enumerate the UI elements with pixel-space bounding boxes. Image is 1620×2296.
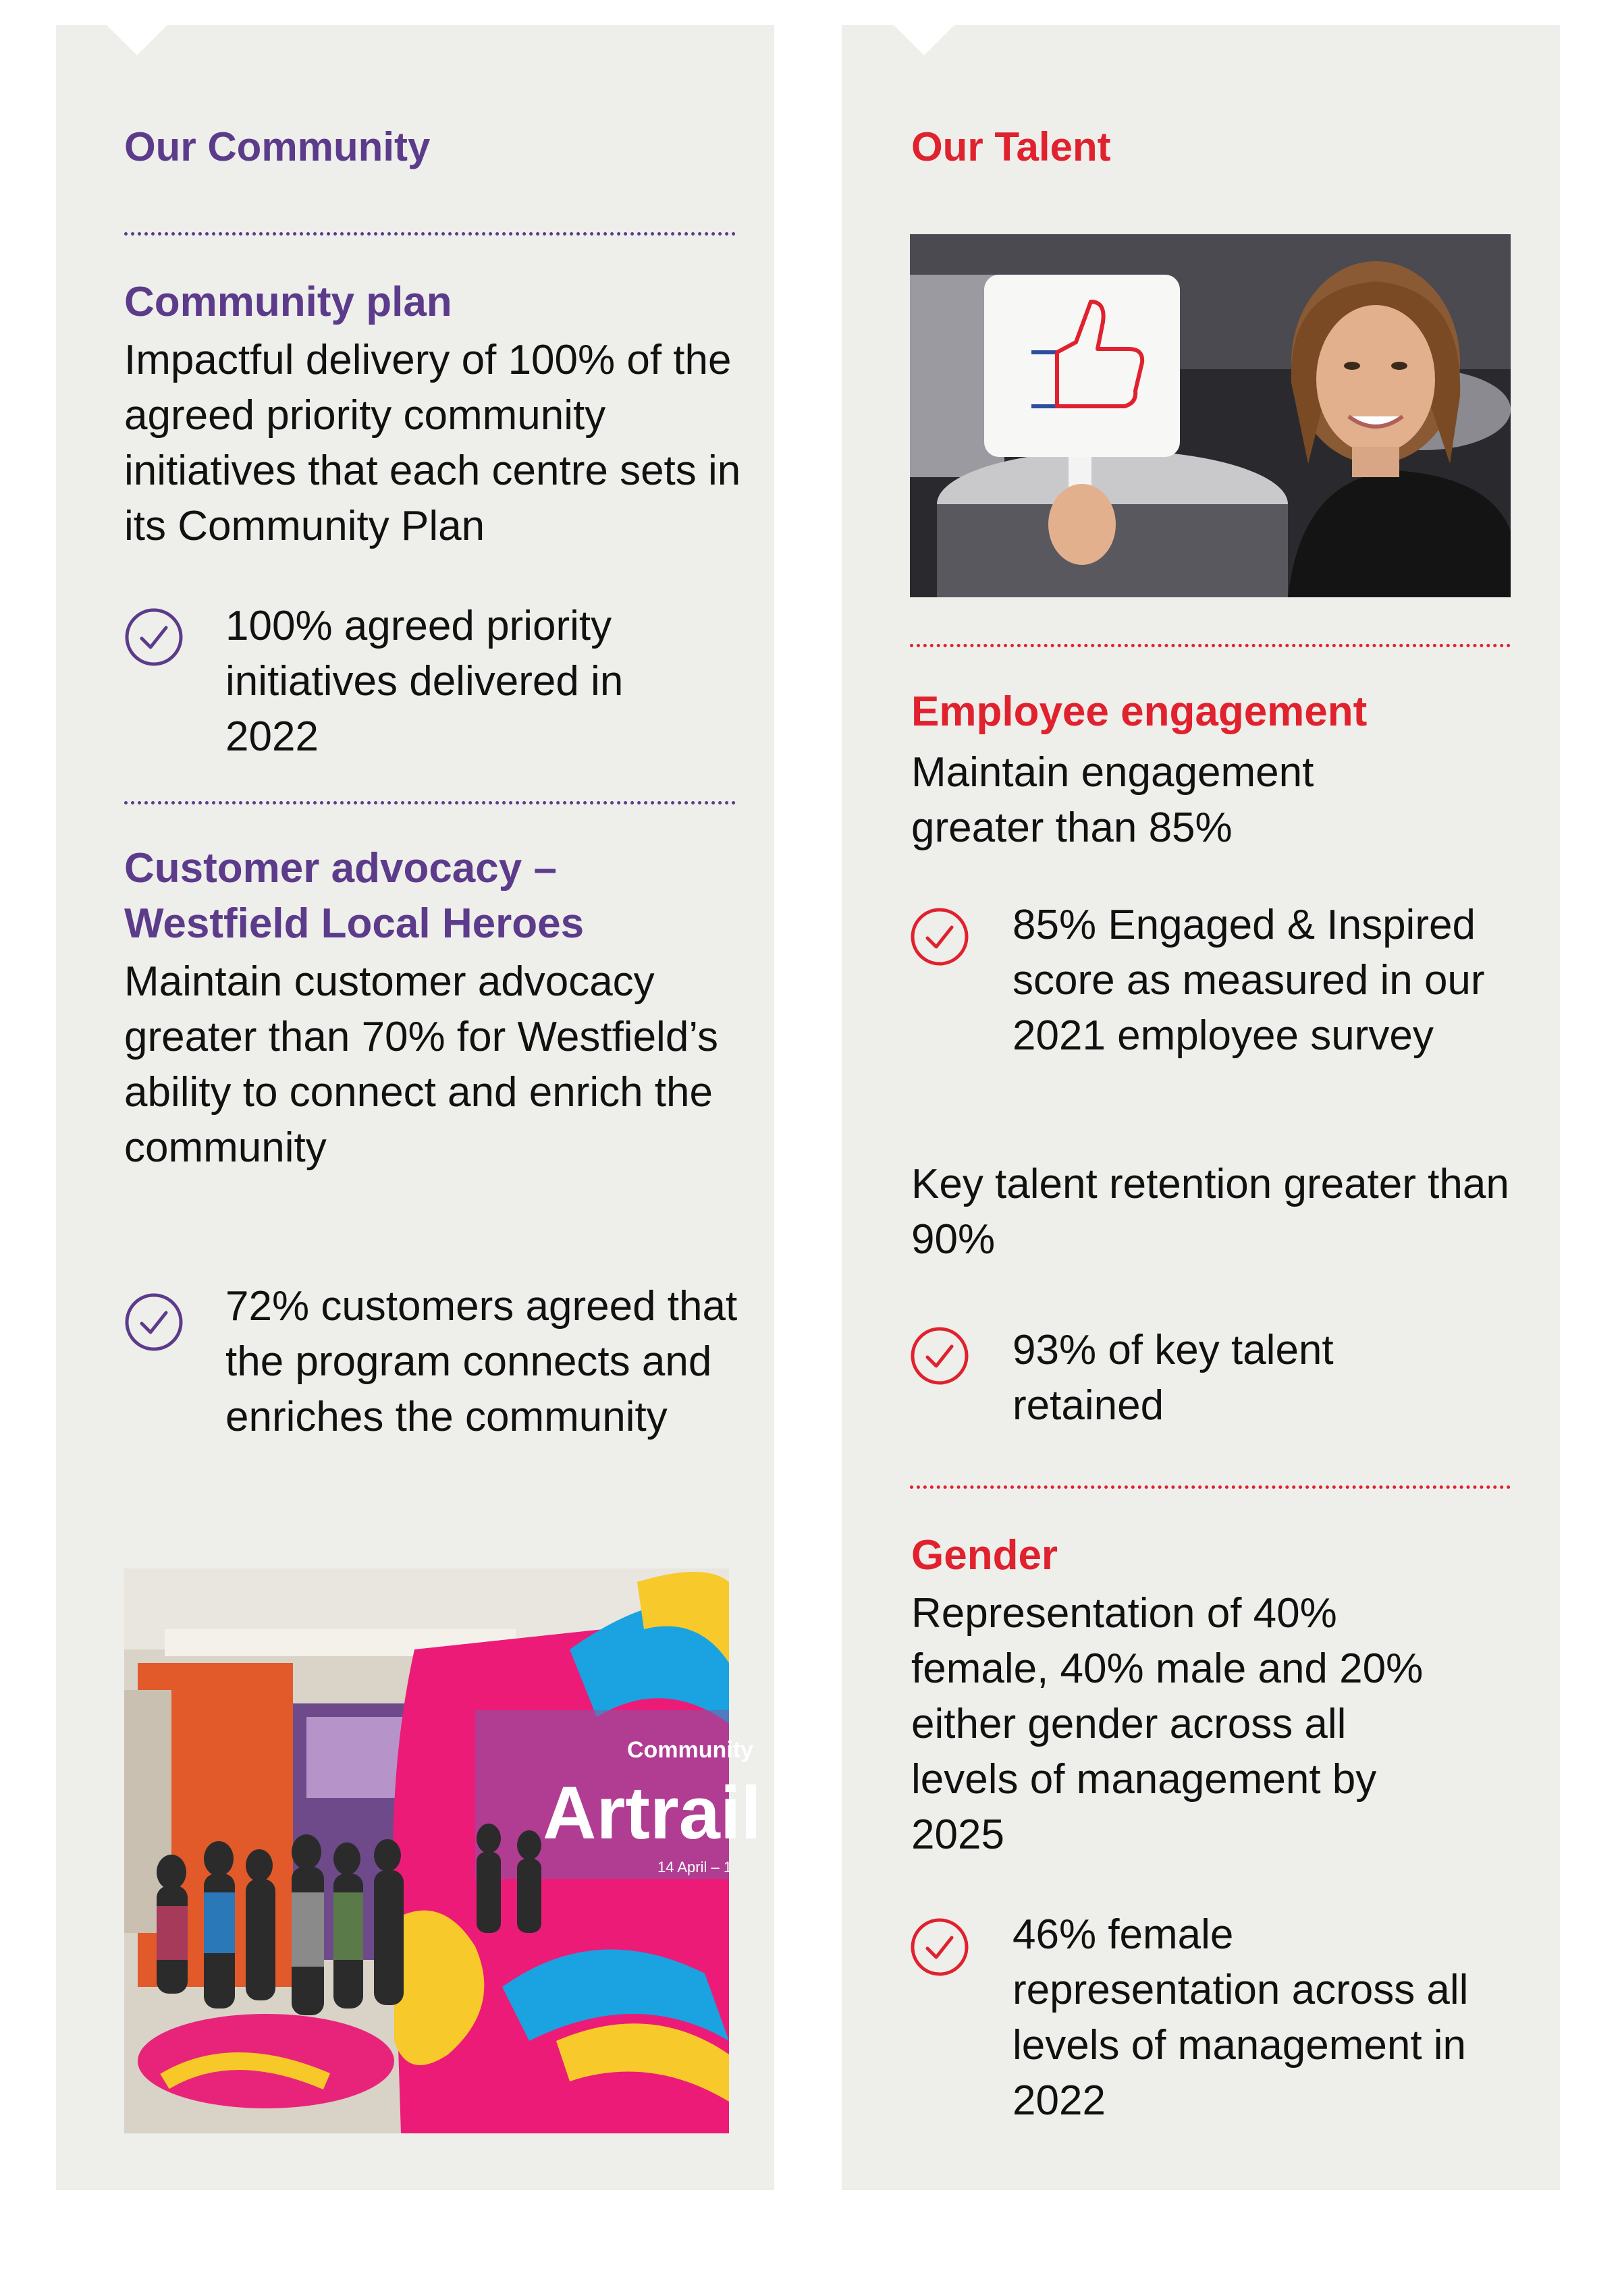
sign-community-text: Community bbox=[627, 1737, 753, 1763]
sign-dates-text: 14 April – 1 bbox=[657, 1859, 732, 1876]
check-circle-icon bbox=[124, 607, 184, 667]
talent-retention-description: Key talent retention greater than 90% bbox=[911, 1161, 1509, 1263]
check-circle-icon bbox=[909, 1917, 970, 1977]
customer-advocacy-description: Maintain customer advocacy greater than 70% for Westfield’s ability to connect and enrich the community bbox=[124, 958, 718, 1171]
community-panel bbox=[56, 25, 774, 2190]
panel-notch bbox=[894, 25, 954, 55]
gender-description: Representation of 40% female, 40% male and 20% either gender across all levels of management by 2025 bbox=[911, 1590, 1424, 1858]
community-plan-heading: Community plan bbox=[124, 279, 452, 325]
community-plan-outcome: 100% agreed priority initiatives delivered in 2022 bbox=[225, 603, 624, 760]
customer-advocacy-outcome: 72% customers agreed that the program connects and enriches the community bbox=[225, 1283, 738, 1440]
talent-section-title: Our Talent bbox=[911, 124, 1111, 169]
check-circle-icon bbox=[909, 906, 970, 967]
talent-retention-outcome: 93% of key talent retained bbox=[1013, 1327, 1334, 1429]
divider bbox=[124, 232, 736, 236]
employee-engagement-outcome: 85% Engaged & Inspired score as measured in our 2021 employee survey bbox=[1013, 902, 1485, 1059]
panel-notch bbox=[107, 25, 167, 55]
employee-engagement-heading: Employee engagement bbox=[911, 688, 1368, 735]
community-section-title: Our Community bbox=[124, 124, 431, 169]
divider bbox=[910, 644, 1511, 647]
gender-heading: Gender bbox=[911, 1532, 1058, 1579]
employee-engagement-description: Maintain engagement greater than 85% bbox=[911, 749, 1314, 851]
gender-outcome: 46% female representation across all levels of management in 2022 bbox=[1013, 1911, 1469, 2124]
artrail-event-photo bbox=[124, 1568, 761, 2133]
divider bbox=[124, 801, 736, 804]
thumbs-up-event-photo bbox=[910, 234, 1511, 597]
divider bbox=[910, 1485, 1511, 1489]
community-plan-description: Impactful delivery of 100% of the agreed priority community initiatives that each centre sets in its Community Plan bbox=[124, 337, 741, 549]
artrail-sign-text: Artrail bbox=[543, 1772, 761, 1855]
check-circle-icon bbox=[124, 1292, 184, 1352]
customer-advocacy-heading: Customer advocacy – Westfield Local Heroes bbox=[124, 845, 585, 947]
check-circle-icon bbox=[909, 1325, 970, 1386]
talent-panel bbox=[842, 25, 1560, 2190]
